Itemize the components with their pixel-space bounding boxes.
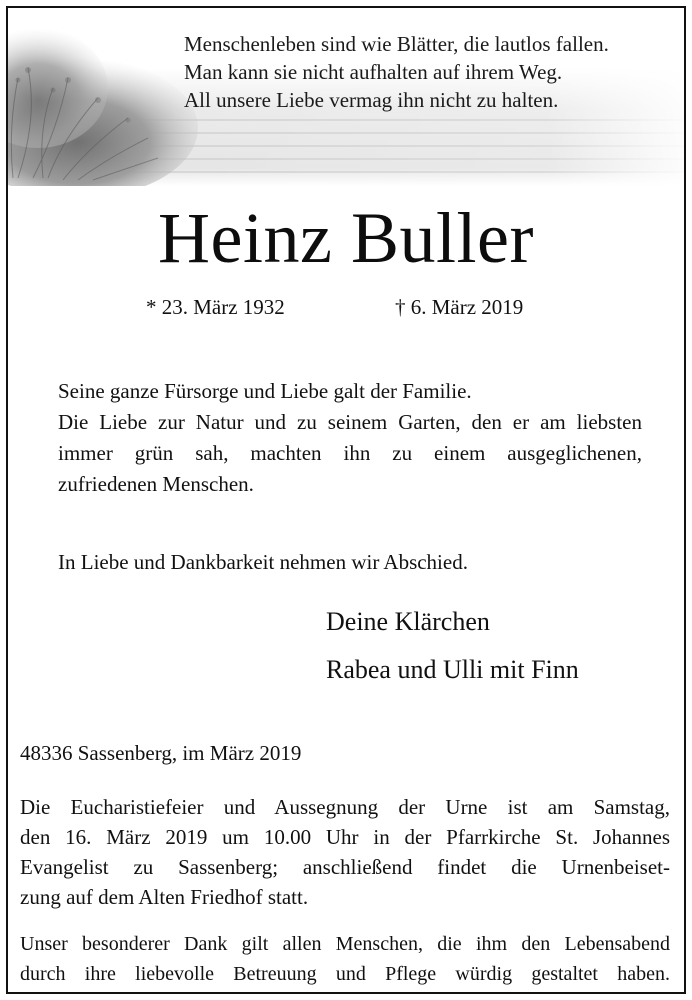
poem-line: Menschenleben sind wie Blätter, die lautlos fallen.	[184, 32, 609, 56]
tribute-line: zufriedenen Menschen.	[58, 472, 254, 496]
tribute-line: Seine ganze Fürsorge und Liebe galt der Familie.	[58, 379, 472, 403]
service-line: Die Eucharistiefeier und Aussegnung der Urne ist am Samstag,	[20, 795, 670, 819]
service-line: zung auf dem Alten Friedhof statt.	[20, 885, 309, 909]
thanks-line: durch ihre liebevolle Betreuung und Pflege würdig gestaltet haben.	[20, 963, 670, 985]
mourner-name: Rabea und Ulli mit Finn	[326, 655, 579, 684]
obituary-notice	[6, 6, 686, 994]
tribute-text	[58, 376, 642, 500]
mourners	[326, 598, 579, 694]
service-line: Evangelist zu Sassenberg; anschließend findet die Urnenbeiset-	[20, 855, 670, 879]
mourner-name: Deine Klärchen	[326, 607, 490, 636]
thanks-line: Unser besonderer Dank gilt allen Menschen, die ihm den Lebensabend	[20, 933, 670, 955]
tribute-line: Die Liebe zur Natur und zu seinem Garten, den er am liebsten	[58, 410, 642, 434]
death-date: † 6. März 2019	[395, 295, 524, 319]
tribute-line: immer grün sah, machten ihn zu einem ausgeglichenen,	[58, 441, 642, 465]
farewell-text: In Liebe und Dankbarkeit nehmen wir Abschied.	[58, 550, 468, 574]
poem	[184, 30, 609, 114]
poem-line: All unsere Liebe vermag ihn nicht zu halten.	[184, 88, 559, 112]
place-date: 48336 Sassenberg, im März 2019	[20, 741, 302, 765]
service-info	[20, 792, 670, 912]
thanks-text	[20, 929, 670, 989]
service-line: den 16. März 2019 um 10.00 Uhr in der Pfarrkirche St. Johannes	[20, 825, 670, 849]
poem-line: Man kann sie nicht aufhalten auf ihrem Weg.	[184, 60, 563, 84]
birth-date: * 23. März 1932	[146, 295, 285, 319]
deceased-name: Heinz Buller	[158, 198, 534, 278]
